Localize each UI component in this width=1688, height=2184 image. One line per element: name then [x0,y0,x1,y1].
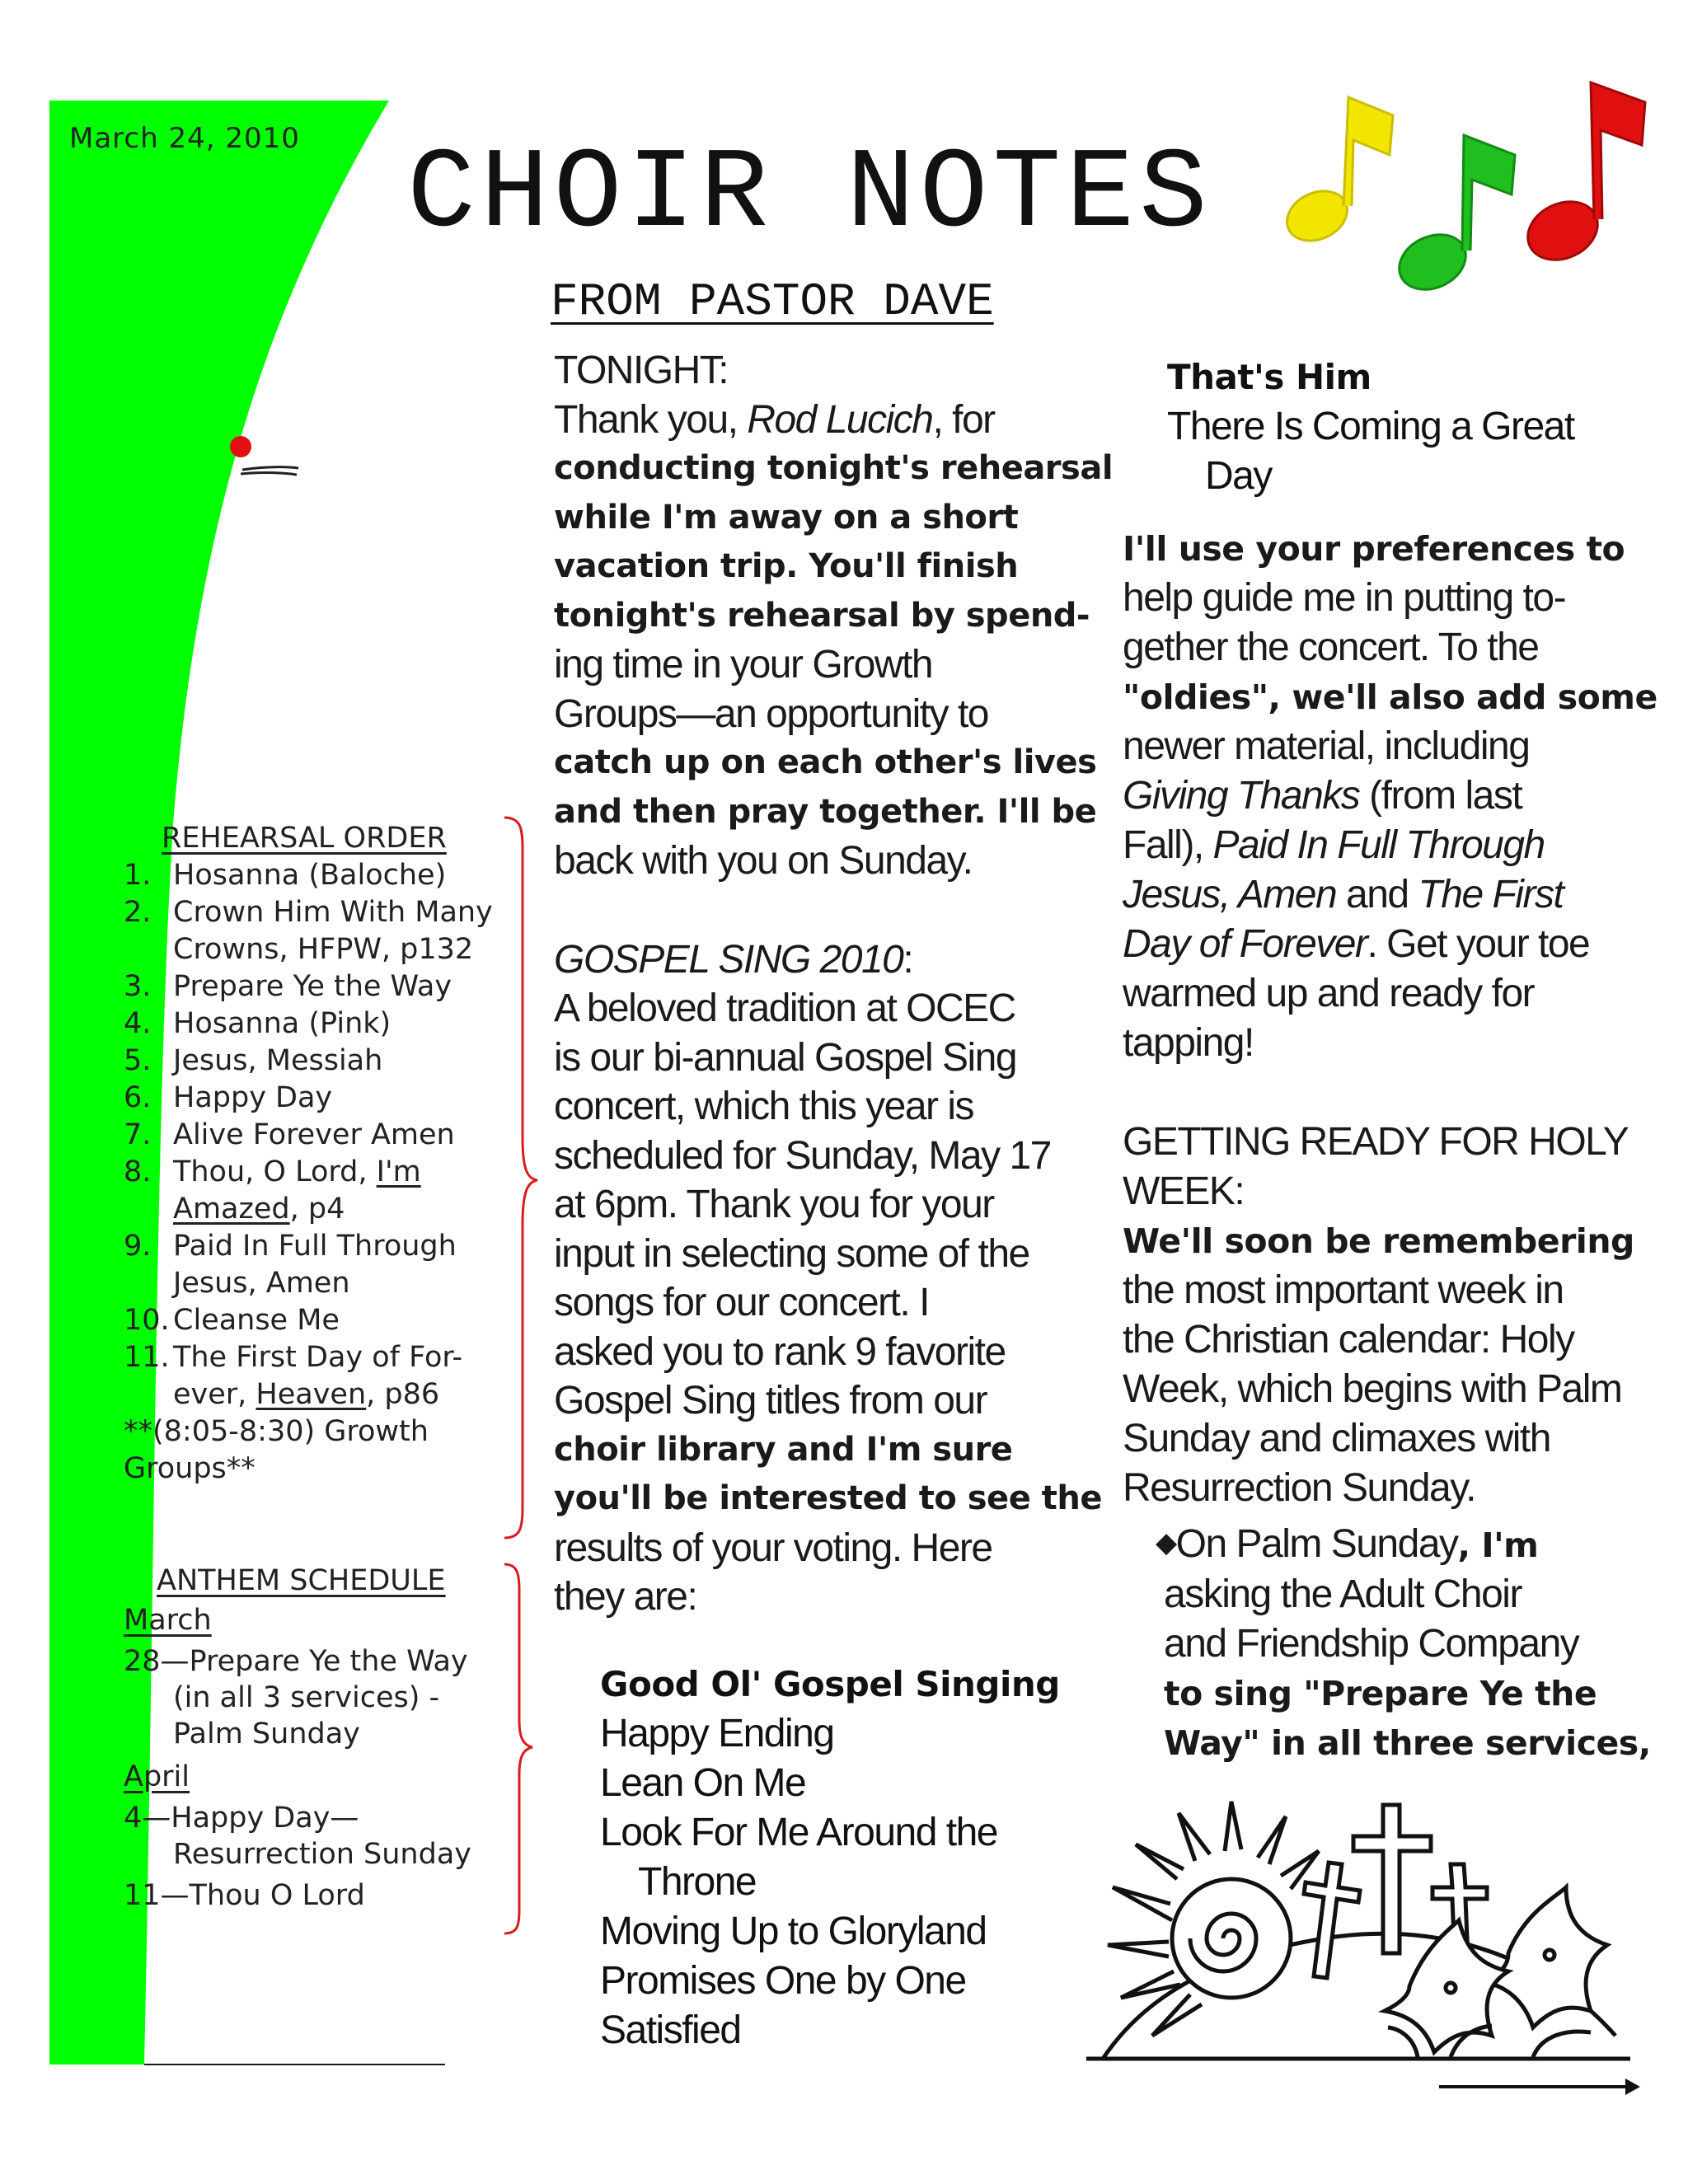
text-line: scheduled for Sunday, May 17 [554,1133,1051,1178]
text-line: Way" in all three services, [1164,1723,1651,1763]
list-item: 7. Alive Forever Amen [124,1118,455,1151]
text-line: tapping! [1123,1021,1254,1065]
text-line: catch up on each other's lives [554,743,1097,781]
text-line: help guide me in putting to- [1123,576,1566,620]
text-line: Gospel Sing titles from our [554,1379,987,1422]
result-item-continued: Day [1205,454,1272,498]
easter-crosses-illustration [1086,1802,1630,2059]
list-item: 3. Prepare Ye the Way [124,970,452,1003]
text-line: songs for our concert. I [554,1281,929,1324]
text-line: Resurrection Sunday. [1123,1466,1476,1510]
text-line: at 6pm. Thank you for your [554,1183,994,1226]
result-item: Moving Up to Gloryland [600,1910,987,1953]
text-line: and then pray together. I'll be [554,792,1097,831]
anthem-entry: 28—Prepare Ye the Way (in all 3 services) - Palm Sunday [124,1645,468,1750]
text-line: back with you on Sunday. [554,839,973,883]
holy-week-heading: GETTING READY FOR HOLY [1123,1120,1629,1164]
text-line: newer material, including [1123,724,1530,768]
gospel-sing-heading: GOSPEL SING 2010: [554,937,913,982]
list-item: 2. Crown Him With Many Crowns, HFPW, p132 [124,896,493,966]
text-line: ◆On Palm Sunday, I'm [1156,1522,1539,1566]
text-line: choir library and I'm sure [554,1430,1013,1469]
anthem-brace [504,1564,532,1933]
continue-arrow-icon [1439,2079,1640,2095]
text-line: Groups—an opportunity to [554,691,988,736]
result-item: Satisfied [600,2008,741,2052]
list-item: 11. The First Day of For-ever, Heaven, p86 [124,1341,463,1411]
anthem-schedule-section [124,1563,503,1914]
result-item-continued: Throne [638,1860,757,1904]
text-line: Week, which begins with Palm [1123,1367,1622,1411]
rehearsal-brace [504,818,537,1538]
issue-date: March 24, 2010 [69,122,300,155]
text-line: "oldies", we'll also add some [1123,677,1658,717]
anthem-entry: 11—Thou O Lord [124,1879,365,1912]
red-dot-icon [230,436,251,457]
text-line: the most important week in [1123,1268,1564,1312]
swoosh-icon [241,467,298,475]
holy-week-heading: WEEK: [1123,1169,1245,1213]
text-line: you'll be interested to see the [554,1479,1102,1517]
text-line: tonight's rehearsal by spend- [554,596,1090,635]
tonight-heading: TONIGHT: [554,349,729,392]
result-item: Lean On Me [600,1761,806,1805]
diamond-bullet-icon: ◆ [1156,1527,1176,1558]
rehearsal-order-list [124,857,503,1413]
text-line: to sing "Prepare Ye the [1164,1674,1597,1713]
result-item: There Is Coming a Great [1167,405,1574,448]
anthem-schedule-heading: ANTHEM SCHEDULE [157,1564,446,1597]
text-line: Day of Forever. Get your toe [1123,922,1590,966]
text-line: asking the Adult Choir [1164,1572,1522,1616]
text-line: results of your voting. Here [554,1526,992,1570]
text-line: I'll use your preferences to [1123,529,1625,569]
text-line: input in selecting some of the [554,1231,1029,1276]
text-line: A beloved tradition at OCEC [554,987,1015,1030]
text-line: Sunday and climaxes with [1123,1417,1550,1460]
list-item: 8. Thou, O Lord, I'm Amazed, p4 [124,1155,421,1226]
month-april: April [124,1760,190,1793]
anthem-entry: 4—Happy Day—Resurrection Sunday [124,1802,471,1871]
list-item: 10. Cleanse Me [124,1304,340,1337]
middle-column [554,346,1114,1622]
text-line: Thank you, Rod Lucich, for [554,397,995,442]
music-notes-icon [1279,82,1645,300]
rehearsal-order-heading: REHEARSAL ORDER [162,822,447,855]
text-line: while I'm away on a short [554,498,1019,537]
month-march: March [124,1604,212,1637]
list-item: 4. Hosanna (Pink) [124,1007,392,1040]
text-line: asked you to rank 9 favorite [554,1329,1006,1374]
result-item: Happy Ending [600,1712,834,1755]
text-line: ing time in your Growth [554,643,933,687]
palm-sunday-bullet [1123,1518,1651,1768]
result-item: Promises One by One [600,1959,966,2003]
voting-results-continued [1167,353,1596,501]
text-line: concert, which this year is [554,1085,974,1128]
text-line: is our bi-annual Gospel Sing [554,1035,1017,1080]
text-line: We'll soon be remembering [1123,1221,1634,1261]
text-line: vacation trip. You'll finish [554,547,1019,585]
text-line: Fall), Paid In Full Through [1123,823,1545,867]
text-line: the Christian calendar: Holy [1123,1318,1574,1361]
result-item: Look For Me Around the [600,1811,997,1854]
text-line: Jesus, Amen and The First [1123,873,1564,916]
result-item: Good Ol' Gospel Singing [600,1664,1060,1704]
right-column [1123,524,1658,1768]
list-item: 6. Happy Day [124,1081,333,1114]
rehearsal-order-section [124,820,503,1488]
list-item: 9. Paid In Full Through Jesus, Amen [124,1230,457,1300]
list-item: 5. Jesus, Messiah [124,1044,383,1077]
text-line: and Friendship Company [1164,1622,1579,1666]
text-line: they are: [554,1575,697,1619]
growth-groups-note: **(8:05-8:30) Growth Groups** [124,1415,429,1485]
page-title: CHOIR NOTES [407,131,1212,260]
result-item: That's Him [1167,357,1372,397]
list-item: 1. Hosanna (Baloche) [124,859,447,892]
text-line: conducting tonight's rehearsal [554,449,1114,487]
voting-results-list [600,1660,1095,2055]
page-subtitle: FROM PASTOR DAVE [551,275,994,328]
text-line: warmed up and ready for [1123,972,1535,1015]
text-line: Giving Thanks (from last [1123,774,1522,818]
text-line: gether the concert. To the [1123,626,1539,669]
